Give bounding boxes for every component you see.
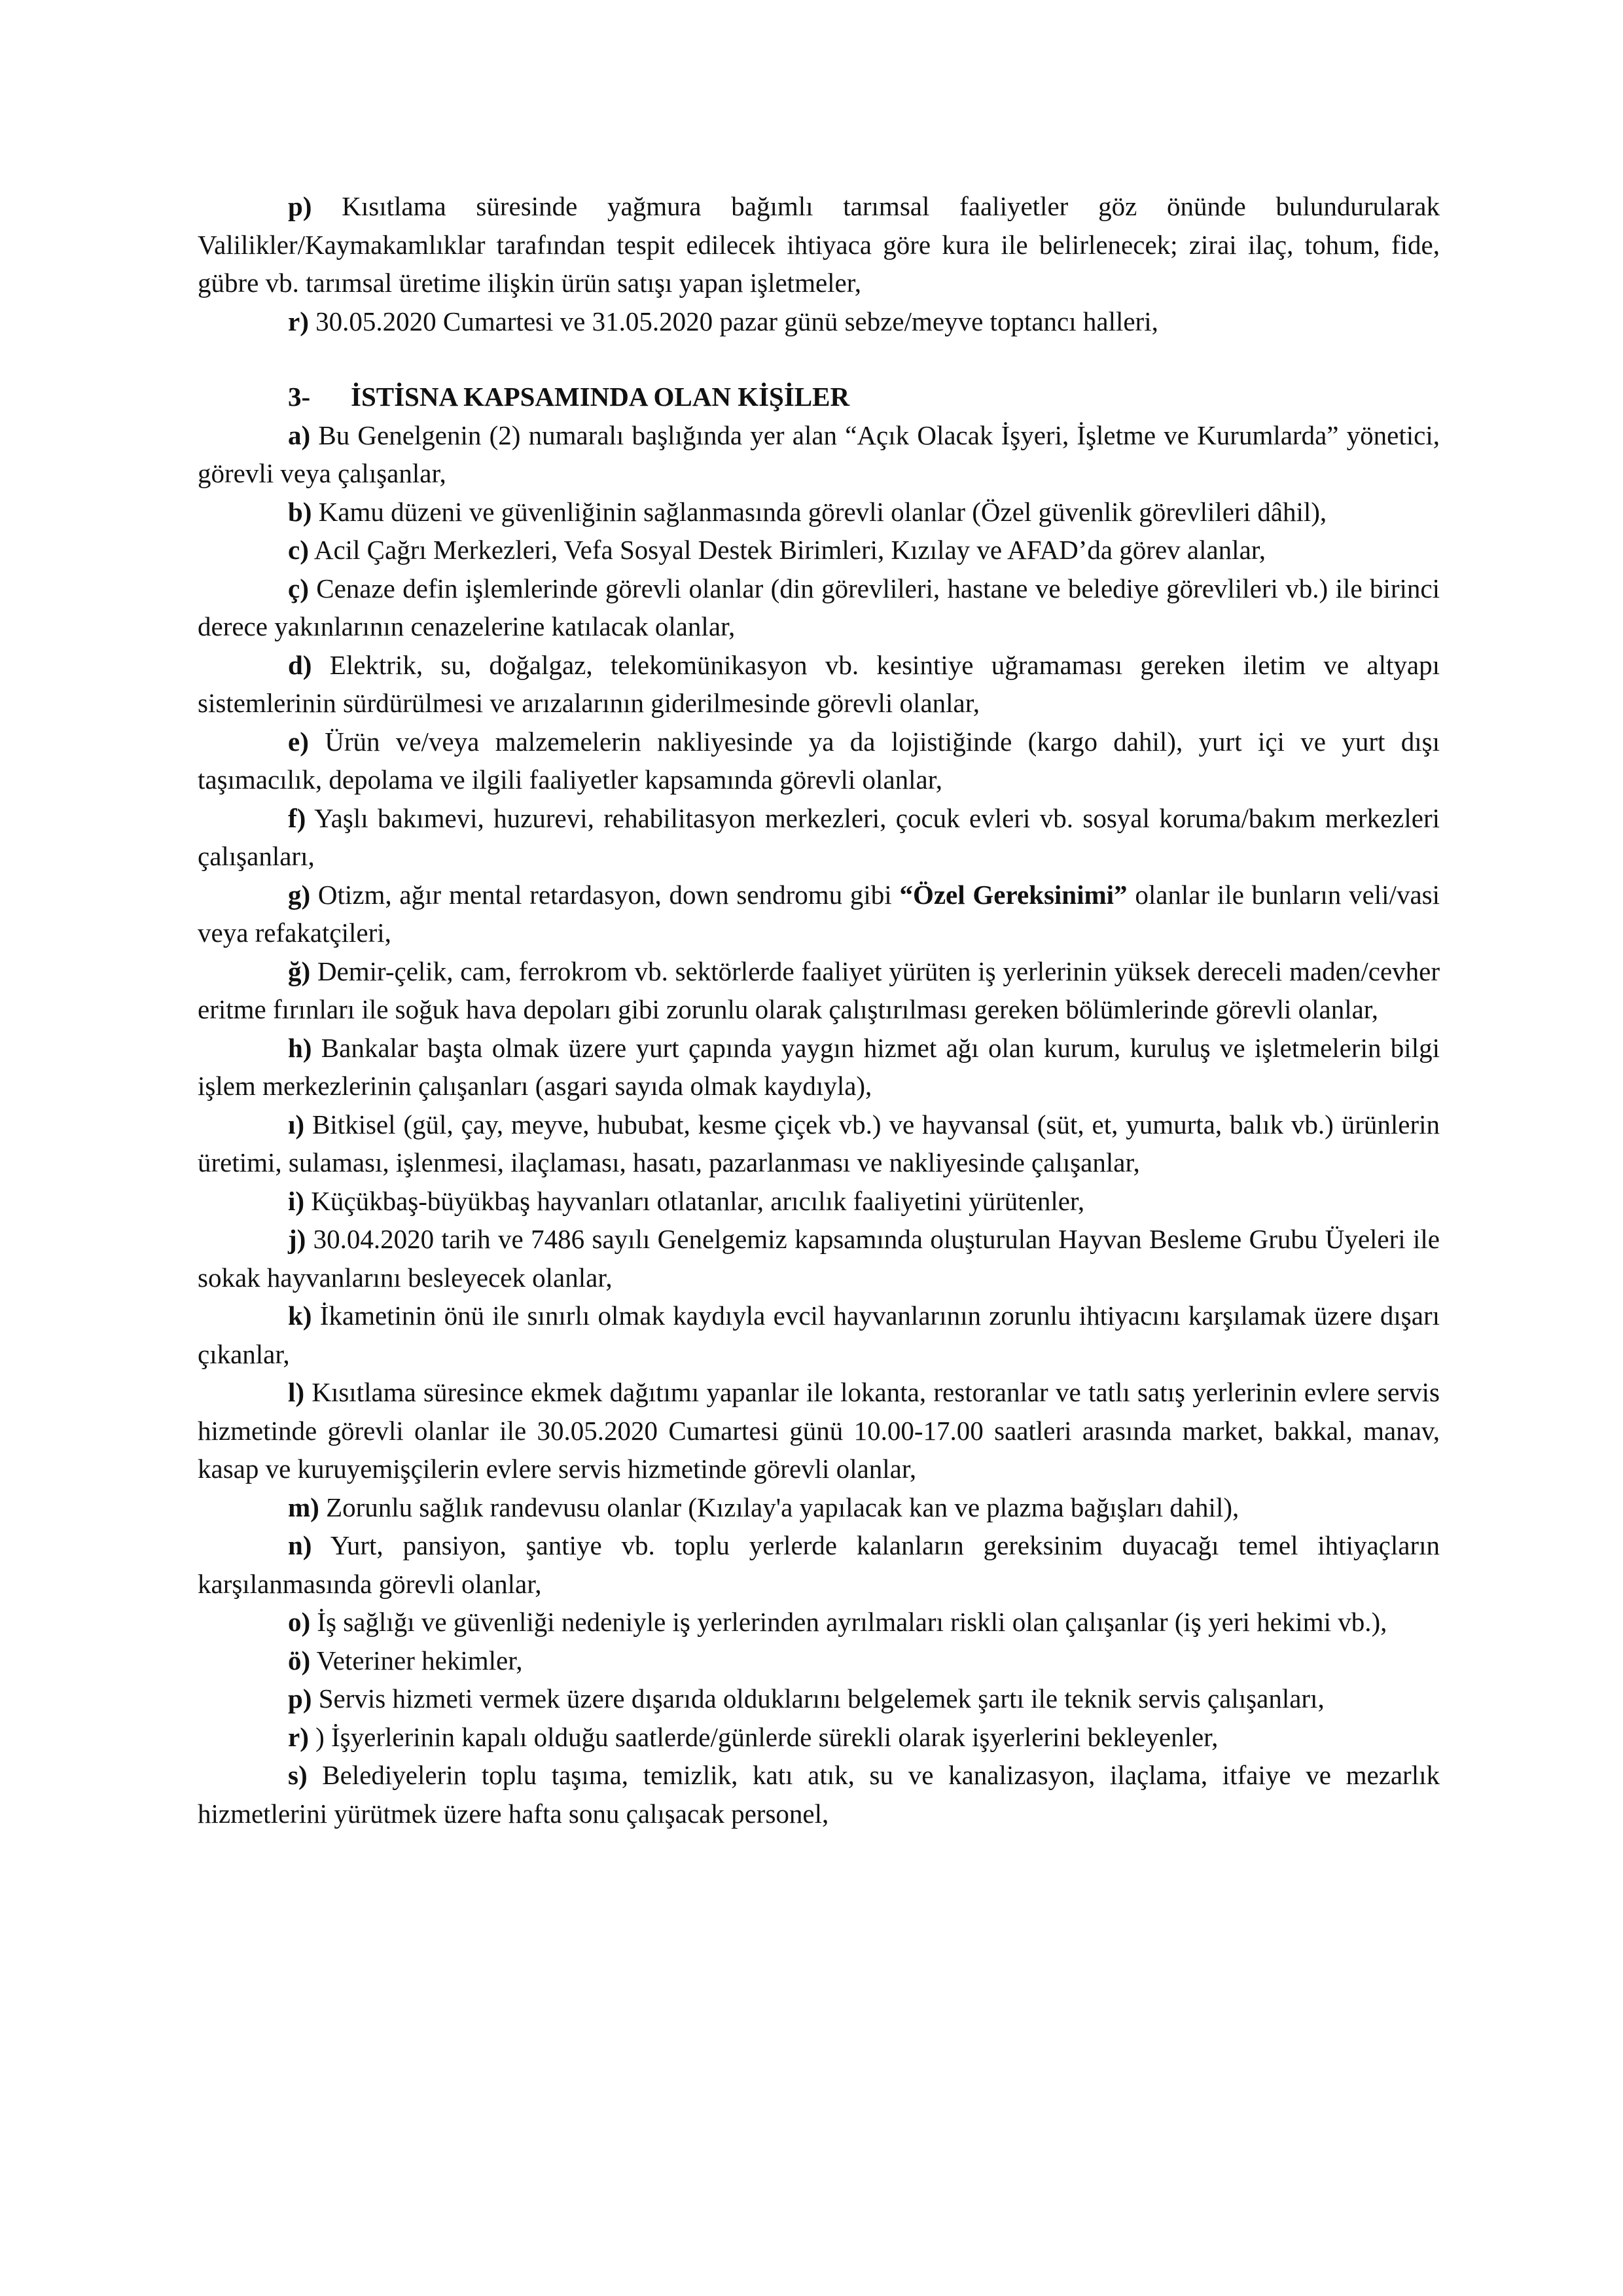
item-label: o) bbox=[288, 1607, 311, 1637]
list-item-g bbox=[198, 876, 1440, 952]
item-text: Yurt, pansiyon, şantiye vb. toplu yerlerde kalanların gereksinim duyacağı temel ihtiyaçların karşılanmasında görevli olanlar, bbox=[198, 1530, 1440, 1599]
item-text: Kısıtlama süresinde yağmura bağımlı tarımsal faaliyetler göz önünde bulundurularak Valilikler/Kaymakamlıklar tarafından tespit edilecek ihtiyaca göre kura ile belirlenecek; zirai ilaç, tohum, fide, gübre vb. tarımsal üretime ilişkin ürün satışı yapan işletmeler, bbox=[198, 191, 1440, 298]
item-text: 30.04.2020 tarih ve 7486 sayılı Genelgemiz kapsamında oluşturulan Hayvan Besleme Grubu Üyeleri ile sokak hayvanlarını besleyecek olanlar, bbox=[198, 1224, 1440, 1293]
item-label: n) bbox=[288, 1530, 312, 1560]
item-text: Cenaze defin işlemlerinde görevli olanlar (din görevlileri, hastane ve belediye görevlileri vb.) ile birinci derece yakınlarının cenazelerine katılacak olanlar, bbox=[198, 573, 1440, 641]
item-text: Veteriner hekimler, bbox=[310, 1645, 523, 1676]
list-item-i bbox=[198, 1182, 1440, 1221]
list-item-f bbox=[198, 799, 1440, 876]
item-text: Kısıtlama süresince ekmek dağıtımı yapanlar ile lokanta, restoranlar ve tatlı satış yerlerinin evlere servis hizmetinde görevli olanlar ile 30.05.2020 Cumartesi günü 10.00-17.00 saatleri arasında market, bakkal, manav, kasap ve kuruyemişçilerin evlere servis hizmetinde görevli olanlar, bbox=[198, 1377, 1440, 1484]
item-label: h) bbox=[288, 1032, 312, 1063]
item-label: f) bbox=[288, 802, 306, 833]
item-text: Yaşlı bakımevi, huzurevi, rehabilitasyon merkezleri, çocuk evleri vb. sosyal koruma/bakım merkezleri çalışanları, bbox=[198, 802, 1440, 871]
item-text: Belediyelerin toplu taşıma, temizlik, katı atık, su ve kanalizasyon, ilaçlama, itfaiye ve mezarlık hizmetlerini yürütmek üzere hafta sonu çalışacak personel, bbox=[198, 1760, 1440, 1829]
list-item-h bbox=[198, 1029, 1440, 1105]
item-text: İkametinin önü ile sınırlı olmak kaydıyla evcil hayvanlarının zorunlu ihtiyacını karşılamak üzere dışarı çıkanlar, bbox=[198, 1300, 1440, 1369]
list-item-l bbox=[198, 1373, 1440, 1488]
item-label: m) bbox=[288, 1492, 319, 1522]
section-number: 3- bbox=[288, 382, 311, 412]
item-label: ı) bbox=[288, 1109, 305, 1139]
item-text: Bankalar başta olmak üzere yurt çapında yaygın hizmet ağı olan kurum, kuruluş ve işletmelerin bilgi işlem merkezlerinin çalışanları (asgari sayıda olmak kaydıyla), bbox=[198, 1032, 1440, 1101]
list-item-o bbox=[198, 1603, 1440, 1641]
section-heading bbox=[198, 378, 1440, 416]
list-item-d bbox=[198, 646, 1440, 723]
list-item-g-breve bbox=[198, 952, 1440, 1029]
list-item-o-umlaut bbox=[198, 1641, 1440, 1680]
document-page bbox=[198, 187, 1440, 1833]
item-text: Ürün ve/veya malzemelerin nakliyesinde ya da lojistiğinde (kargo dahil), yurt içi ve yurt dışı taşımacılık, depolama ve ilgili faaliyetler kapsamında görevli olanlar, bbox=[198, 726, 1440, 795]
item-text-after: olanlar ile bunların veli/vasi veya refakatçileri, bbox=[198, 879, 1440, 948]
item-label: j) bbox=[288, 1224, 306, 1254]
item-text: Küçükbaş-büyükbaş hayvanları otlatanlar, arıcılık faaliyetini yürütenler, bbox=[304, 1185, 1085, 1216]
section-title: İSTİSNA KAPSAMINDA OLAN KİŞİLER bbox=[351, 382, 850, 412]
item-text: Servis hizmeti vermek üzere dışarıda olduklarını belgelemek şartı ile teknik servis çalışanları, bbox=[312, 1683, 1325, 1713]
list-item-c-cedilla bbox=[198, 569, 1440, 646]
list-item-e bbox=[198, 723, 1440, 799]
list-item-j bbox=[198, 1220, 1440, 1297]
list-item-p bbox=[198, 1679, 1440, 1718]
item-label: r) bbox=[288, 306, 309, 336]
item-text: Zorunlu sağlık randevusu olanlar (Kızılay'a yapılacak kan ve plazma bağışları dahil), bbox=[319, 1492, 1240, 1522]
intro-item-r bbox=[198, 302, 1440, 341]
item-text: Demir-çelik, cam, ferrokrom vb. sektörlerde faaliyet yürüten iş yerlerinin yüksek dereceli maden/cevher eritme fırınları ile soğuk hava depoları gibi zorunlu olarak çalıştırılması gereken bölümlerinde görevli olanlar, bbox=[198, 956, 1440, 1024]
item-label: d) bbox=[288, 649, 312, 680]
item-text: Bitkisel (gül, çay, meyve, hububat, kesme çiçek vb.) ve hayvansal (süt, et, yumurta, balık vb.) ürünlerin üretimi, sulaması, işlenmesi, ilaçlaması, hasatı, pazarlanması ve nakliyesinde çalışanlar, bbox=[198, 1109, 1440, 1177]
item-label: l) bbox=[288, 1377, 305, 1407]
item-label: k) bbox=[288, 1300, 312, 1331]
intro-item-p bbox=[198, 187, 1440, 302]
item-label: i) bbox=[288, 1185, 305, 1216]
item-label: s) bbox=[288, 1760, 308, 1790]
item-text: Elektrik, su, doğalgaz, telekomünikasyon vb. kesintiye uğramaması gereken iletim ve altyapı sistemlerinin sürdürülmesi ve arızalarının giderilmesinde görevli olanlar, bbox=[198, 649, 1440, 718]
item-text: Bu Genelgenin (2) numaralı başlığında yer alan “Açık Olacak İşyeri, İşletme ve Kurumlarda” yönetici, görevli veya çalışanlar, bbox=[198, 420, 1440, 488]
section-spacer bbox=[198, 340, 1440, 378]
list-item-m bbox=[198, 1488, 1440, 1527]
list-item-r bbox=[198, 1718, 1440, 1757]
item-text: Otizm, ağır mental retardasyon, down sendromu gibi bbox=[310, 879, 900, 910]
item-label: ö) bbox=[288, 1645, 311, 1676]
list-item-s bbox=[198, 1756, 1440, 1833]
item-label: r) bbox=[288, 1721, 309, 1752]
item-text: Kamu düzeni ve güvenliğinin sağlanmasında görevli olanlar (Özel güvenlik görevlileri dâhil), bbox=[312, 496, 1327, 527]
item-label: p) bbox=[288, 1683, 312, 1713]
item-label: g) bbox=[288, 879, 311, 910]
list-item-n bbox=[198, 1526, 1440, 1603]
list-item-dotless-i bbox=[198, 1105, 1440, 1182]
item-text: 30.05.2020 Cumartesi ve 31.05.2020 pazar günü sebze/meyve toptancı halleri, bbox=[308, 306, 1158, 336]
item-label: p) bbox=[288, 191, 312, 221]
item-text: İş sağlığı ve güvenliği nedeniyle iş yerlerinden ayrılmaları riskli olan çalışanlar (iş yeri hekimi vb.), bbox=[310, 1607, 1387, 1637]
list-item-c bbox=[198, 531, 1440, 569]
item-text: Acil Çağrı Merkezleri, Vefa Sosyal Destek Birimleri, Kızılay ve AFAD’da görev alanlar, bbox=[308, 535, 1266, 565]
item-label: ç) bbox=[288, 573, 309, 603]
item-text: ) İşyerlerinin kapalı olduğu saatlerde/günlerde sürekli olarak işyerlerini bekleyenler, bbox=[308, 1721, 1219, 1752]
item-label: b) bbox=[288, 496, 312, 527]
item-label: c) bbox=[288, 535, 309, 565]
list-item-b bbox=[198, 493, 1440, 531]
list-item-k bbox=[198, 1297, 1440, 1373]
item-label: e) bbox=[288, 726, 309, 757]
list-item-a bbox=[198, 416, 1440, 493]
item-label: a) bbox=[288, 420, 311, 450]
item-label: ğ) bbox=[288, 956, 311, 986]
item-emphasis: “Özel Gereksinimi” bbox=[899, 879, 1128, 910]
